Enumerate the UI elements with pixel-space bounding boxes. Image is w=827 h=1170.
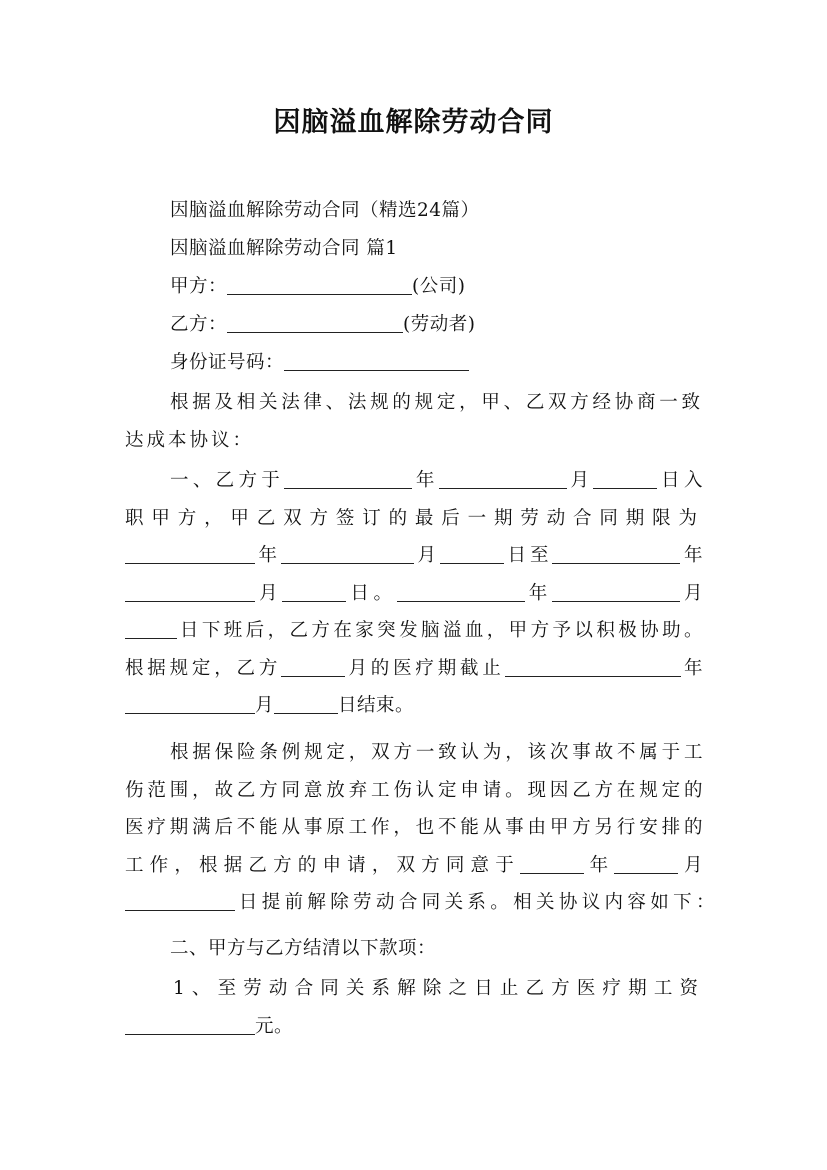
- clause-paragraph-2: [125, 734, 715, 922]
- p2-line-4: 工作，根据乙方的申请，双方同意于 年 月: [125, 854, 703, 876]
- party-a-line: [125, 268, 703, 306]
- p1-line-2: 职甲方，甲乙双方签订的最后一期劳动合同期限为: [125, 507, 703, 529]
- party-a-suffix: (公司): [412, 276, 466, 297]
- intro-paragraph: 根据及相关法律、法规的规定，甲、乙双方经协商一致达成本协议：: [125, 392, 703, 451]
- p4-line-2: 元。: [125, 1008, 703, 1046]
- p2-line-3: 医疗期满后不能从事原工作，也不能从事由甲方另行安排的: [125, 817, 703, 838]
- id-number-label: 身份证号码：: [170, 352, 285, 373]
- p2-line-2: 伤范围，故乙方同意放弃工伤认定申请。现因乙方在规定的: [125, 779, 703, 801]
- p2-line-1: 根据保险条例规定，双方一致认为，该次事故不属于工: [170, 742, 703, 763]
- p1-line-5: 日下班后，乙方在家突发脑溢血，甲方予以积极协助。: [125, 612, 703, 650]
- p1-line-4: 月 日。 年 月: [125, 575, 703, 613]
- party-a-blank: [227, 276, 412, 296]
- p2-line-5: 日提前解除劳动合同关系。相关协议内容如下：: [125, 884, 715, 922]
- document-title: 因脑溢血解除劳动合同: [273, 107, 554, 138]
- p1-line-1: 一、乙方于 年 月 日入: [170, 470, 703, 491]
- party-b-label: 乙方：: [170, 314, 228, 335]
- clause-paragraph-4: [125, 970, 703, 1045]
- p1-line-7: 月 日结束。: [125, 687, 703, 725]
- p1-line-3: 年 月 日至 年: [125, 537, 703, 575]
- subtitle: 因脑溢血解除劳动合同（精选24篇）: [170, 200, 480, 221]
- clause-paragraph-1: [125, 462, 703, 725]
- p1-line-6: 根据规定，乙方 月的医疗期截止 年: [125, 657, 703, 679]
- section-heading: 因脑溢血解除劳动合同 篇1: [170, 238, 398, 259]
- id-number-line: [125, 344, 703, 382]
- party-b-line: [125, 306, 703, 344]
- clause-paragraph-3: 二、甲方与乙方结清以下款项：: [170, 938, 437, 959]
- party-b-blank: [227, 314, 403, 334]
- party-b-suffix: (劳动者): [403, 314, 476, 335]
- p4-line-1: 1、至劳动合同关系解除之日止乙方医疗期工资: [173, 978, 703, 999]
- party-a-label: 甲方：: [170, 276, 228, 297]
- id-number-blank: [284, 352, 469, 372]
